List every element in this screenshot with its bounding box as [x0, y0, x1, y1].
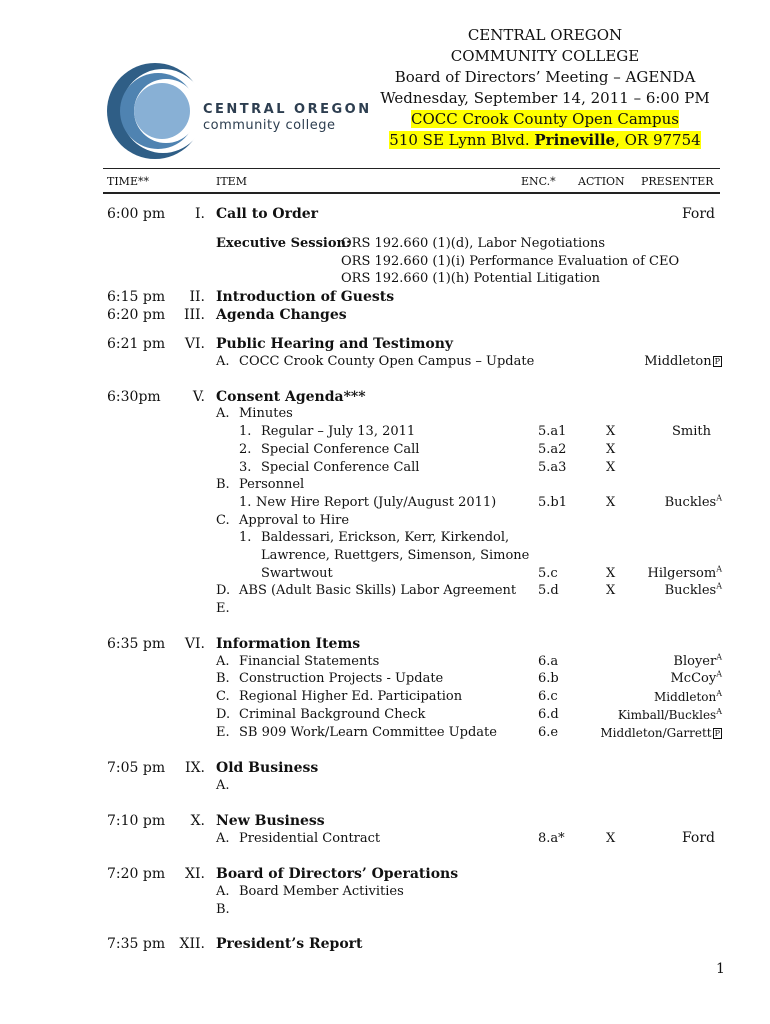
- s5-c1-l1: Baldessari, Erickson, Kerr, Kirkendol,: [261, 530, 510, 545]
- title-s1: Call to Order: [216, 206, 319, 222]
- time-s5: 6:30pm: [107, 389, 161, 405]
- s6-e-presenter: Middleton/Garrett P: [600, 726, 720, 740]
- s5-a3-action: X: [606, 460, 616, 475]
- s6-d-letter: D.: [216, 707, 231, 722]
- s5-a3-text: Special Conference Call: [261, 460, 420, 475]
- s5-d-presenter: Buckles$^A$: [664, 581, 722, 598]
- num-s9: XI.: [185, 866, 205, 882]
- time-s1: 6:00 pm: [107, 206, 166, 222]
- s5-c1-num: 1.: [239, 530, 252, 545]
- s5-b1-action: X: [606, 495, 616, 510]
- s6-c-letter: C.: [216, 689, 230, 704]
- presenter-s1: Ford: [681, 206, 715, 222]
- exec-label: Executive Session:: [216, 236, 351, 251]
- logo-emblem-icon: [103, 56, 203, 166]
- col-enc: ENC.*: [521, 175, 556, 188]
- s5-b1-num: 1.: [239, 495, 252, 510]
- s5-c-action: X: [606, 566, 616, 581]
- s5-a3-num: 3.: [239, 460, 252, 475]
- s5-b1-enc: 5.b1: [538, 495, 567, 510]
- s7-a-letter: A.: [216, 778, 230, 793]
- header-state-zip: , OR 97754: [615, 131, 701, 149]
- s6-e-letter: E.: [216, 725, 230, 740]
- title-s10: President’s Report: [216, 936, 363, 952]
- s4-a-letter: A.: [216, 354, 230, 369]
- header-line3: Board of Directors’ Meeting – AGENDA: [394, 68, 696, 86]
- s6-d-enc: 6.d: [538, 707, 559, 722]
- s5-c-presenter: Hilgersom$^A$: [647, 564, 722, 581]
- s5-a1-presenter: Smith: [672, 424, 711, 439]
- s5-a2-text: Special Conference Call: [261, 442, 420, 457]
- s9-b-letter: B.: [216, 902, 230, 917]
- s6-d-text: Criminal Background Check: [239, 707, 426, 722]
- header-line1: CENTRAL OREGON: [467, 26, 623, 44]
- time-s9: 7:20 pm: [107, 866, 166, 882]
- title-s8: New Business: [216, 813, 325, 829]
- time-s8: 7:10 pm: [107, 813, 166, 829]
- s5-a3-enc: 5.a3: [538, 460, 567, 475]
- col-action: ACTION: [578, 175, 625, 188]
- s6-c-presenter: Middleton$^A$: [654, 689, 722, 704]
- s5-a1-action: X: [606, 424, 616, 439]
- s5-c1-l2: Lawrence, Ruettgers, Simenson, Simone: [261, 548, 530, 563]
- num-s7: IX.: [185, 760, 205, 776]
- time-s4: 6:21 pm: [107, 336, 166, 352]
- s6-c-text: Regional Higher Ed. Participation: [239, 689, 463, 704]
- s5-a1-text: Regular – July 13, 2011: [261, 424, 416, 439]
- s5-a-letter: A.: [216, 406, 230, 421]
- num-s8: X.: [190, 813, 205, 829]
- num-s4: VI.: [184, 336, 205, 352]
- s9-a-letter: A.: [216, 884, 230, 899]
- college-logo: [103, 56, 373, 166]
- s6-e-text: SB 909 Work/Learn Committee Update: [239, 725, 497, 740]
- s8-a-text: Presidential Contract: [239, 831, 381, 846]
- header-line4: Wednesday, September 14, 2011 – 6:00 PM: [380, 89, 710, 107]
- s5-b1-presenter: Buckles$^A$: [664, 493, 722, 510]
- s6-c-enc: 6.c: [538, 689, 558, 704]
- num-s2: II.: [189, 289, 205, 305]
- exec-l3: ORS 192.660 (1)(h) Potential Litigation: [341, 271, 601, 286]
- presentation-marker: P: [714, 729, 720, 738]
- exec-l1: ORS 192.660 (1)(d), Labor Negotiations: [341, 236, 605, 251]
- s5-d-letter: D.: [216, 583, 231, 598]
- header-address: 510 SE Lynn Blvd.: [389, 131, 530, 149]
- s5-b1-text: New Hire Report (July/August 2011): [256, 495, 497, 510]
- col-presenter: PRESENTER: [641, 175, 714, 188]
- page-number: 1: [716, 961, 725, 977]
- s8-a-enc: 8.a*: [538, 831, 565, 846]
- s5-d-enc: 5.d: [538, 583, 559, 598]
- s4-a-text: COCC Crook County Open Campus – Update: [239, 354, 535, 369]
- s8-a-action: X: [606, 831, 616, 846]
- s5-a2-enc: 5.a2: [538, 442, 567, 457]
- s5-b-letter: B.: [216, 477, 230, 492]
- logo-text-line1: CENTRAL OREGON: [203, 102, 372, 117]
- s5-d-action: X: [606, 583, 616, 598]
- title-s7: Old Business: [216, 760, 319, 776]
- s8-a-presenter: Ford: [681, 830, 715, 846]
- s5-e-letter: E.: [216, 601, 230, 616]
- num-s6: VI.: [184, 636, 205, 652]
- num-s1: I.: [195, 206, 205, 222]
- title-s4: Public Hearing and Testimony: [216, 336, 454, 352]
- s6-b-letter: B.: [216, 671, 230, 686]
- header-city: Prineville: [534, 131, 616, 149]
- time-s10: 7:35 pm: [107, 936, 166, 952]
- num-s5: V.: [192, 389, 205, 405]
- s5-a1-num: 1.: [239, 424, 252, 439]
- presentation-marker: P: [714, 357, 720, 366]
- s8-a-letter: A.: [216, 831, 230, 846]
- time-s6: 6:35 pm: [107, 636, 166, 652]
- title-s2: Introduction of Guests: [216, 289, 395, 305]
- s6-e-enc: 6.e: [538, 725, 559, 740]
- s5-a2-action: X: [606, 442, 616, 457]
- s6-b-text: Construction Projects - Update: [239, 671, 444, 686]
- s9-a-text: Board Member Activities: [239, 884, 404, 899]
- s5-a2-num: 2.: [239, 442, 252, 457]
- logo-text-line2: community college: [203, 118, 336, 133]
- s5-a1-enc: 5.a1: [538, 424, 567, 439]
- s6-d-presenter: Kimball/Buckles$^A$: [617, 707, 722, 722]
- agenda-header: [380, 25, 710, 151]
- s6-a-presenter: Bloyer$^A$: [673, 652, 722, 669]
- num-s10: XII.: [179, 936, 205, 952]
- title-s6: Information Items: [216, 636, 361, 652]
- s5-c-enc: 5.c: [538, 566, 558, 581]
- s6-a-letter: A.: [216, 654, 230, 669]
- s4-a-presenter: Middleton P: [644, 354, 720, 369]
- s6-a-enc: 6.a: [538, 654, 559, 669]
- header-rule: [103, 192, 720, 194]
- s5-b-text: Personnel: [239, 477, 305, 492]
- s5-c-text: Approval to Hire: [239, 513, 350, 528]
- exec-l2: ORS 192.660 (1)(i) Performance Evaluation of CEO: [341, 254, 680, 269]
- s5-d-text: ABS (Adult Basic Skills) Labor Agreement: [239, 583, 517, 598]
- s5-c1-l3: Swartwout: [261, 566, 333, 581]
- s5-a-text: Minutes: [239, 406, 293, 421]
- title-s3: Agenda Changes: [216, 307, 347, 323]
- top-rule: [103, 168, 720, 169]
- title-s5: Consent Agenda***: [216, 389, 366, 405]
- header-location: COCC Crook County Open Campus: [411, 110, 679, 128]
- col-item: ITEM: [216, 175, 247, 188]
- time-s7: 7:05 pm: [107, 760, 166, 776]
- time-s2: 6:15 pm: [107, 289, 166, 305]
- s5-c-letter: C.: [216, 513, 230, 528]
- title-s9: Board of Directors’ Operations: [216, 866, 459, 882]
- num-s3: III.: [183, 307, 205, 323]
- s6-a-text: Financial Statements: [239, 654, 380, 669]
- s6-b-presenter: McCoy$^A$: [670, 669, 722, 686]
- col-time: TIME**: [107, 175, 149, 188]
- s6-b-enc: 6.b: [538, 671, 559, 686]
- header-line2: COMMUNITY COLLEGE: [450, 47, 640, 65]
- time-s3: 6:20 pm: [107, 307, 166, 323]
